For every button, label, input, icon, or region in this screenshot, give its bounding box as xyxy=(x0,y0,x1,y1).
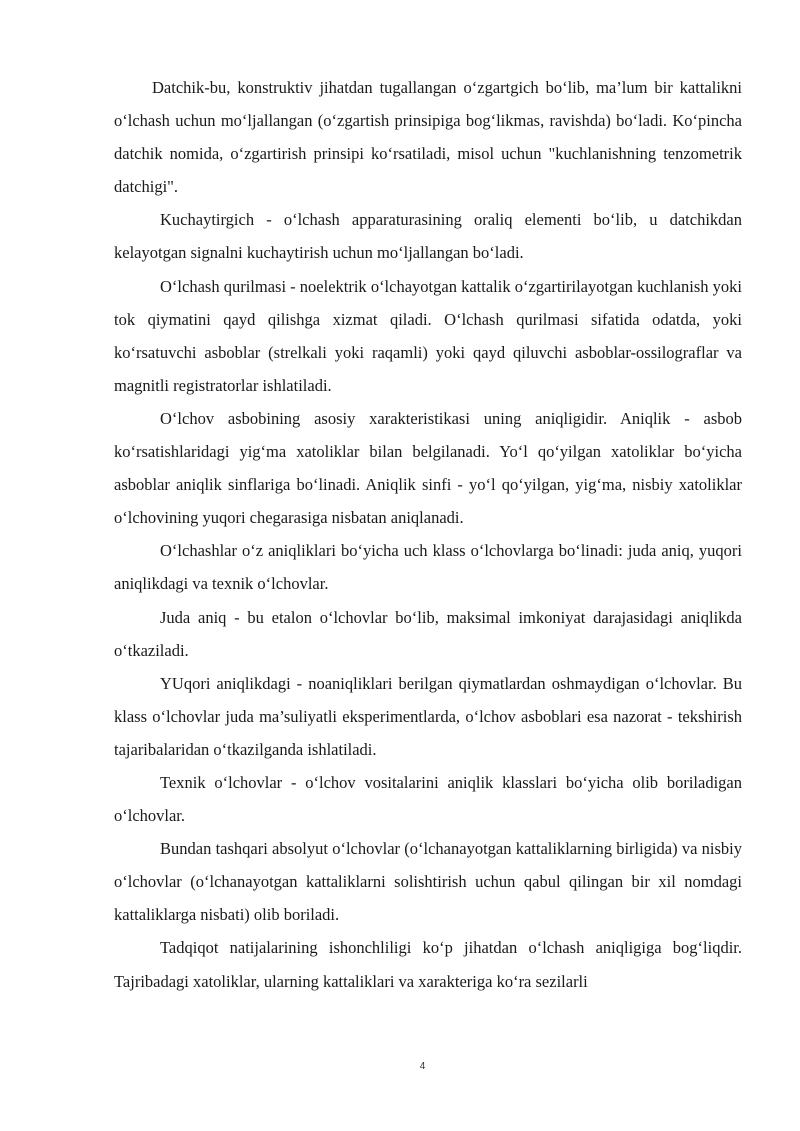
page-number: 4 xyxy=(419,1061,426,1072)
paragraph-uch-klass: O‘lchashlar o‘z aniqliklari bo‘yicha uch klass o‘lchovlarga bo‘linadi: juda aniq, yuqori aniqlikdagi va texnik o‘lchovlar. xyxy=(114,541,742,594)
document-body xyxy=(114,71,742,998)
paragraph-olchash-qurilmasi: O‘lchash qurilmasi - noelektrik o‘lchayotgan kattalik o‘zgartirilayotgan kuchlanish yoki tok qiymatini qayd qilishga xizmat qiladi. O‘lchash qurilmasi sifatida odatda, yoki ko‘rsatuvchi asboblar (strelkali yoki raqamli) yoki qayd qiluvchi asboblar-ossilograflar va magnitli registratorlar ishlatiladi. xyxy=(114,276,742,395)
paragraph-absolyut-nisbiy: Bundan tashqari absolyut o‘lchovlar (o‘lchanayotgan kattaliklarning birligida) va nisbiy o‘lchovlar (o‘lchanayotgan kattaliklarni solishtirish uchun qabul qilingan bir xil nomdagi kattaliklarga nisbati) olib boriladi. xyxy=(114,839,742,925)
paragraph-datchik: Datchik-bu, konstruktiv jihatdan tugallangan o‘zgartgich bo‘lib, ma’lum bir kattalikni o‘lchash uchun mo‘ljallangan (o‘zgartish prinsipiga bog‘likmas, ravishda) bo‘ladi. Ko‘pincha datchik nomida, o‘zgartirish prinsipi ko‘rsatiladi, misol uchun "kuchlanishning tenzometrik datchigi". xyxy=(114,78,742,197)
paragraph-juda-aniq: Juda aniq - bu etalon o‘lchovlar bo‘lib, maksimal imkoniyat darajasidagi aniqlikda o‘tkaziladi. xyxy=(114,607,742,660)
paragraph-aniqlik: O‘lchov asbobining asosiy xarakteristikasi uning aniqligidir. Aniqlik - asbob ko‘rsatishlaridagi yig‘ma xatoliklar bilan belgilanadi. Yo‘l qo‘yilgan xatoliklar bo‘yicha asboblar aniqlik sinflariga bo‘linadi. Aniqlik sinfi - yo‘l qo‘yilgan, yig‘ma, nisbiy xatoliklar o‘lchovining yuqori chegarasiga nisbatan aniqlanadi. xyxy=(114,408,742,528)
paragraph-kuchaytirgich: Kuchaytirgich - o‘lchash apparaturasining oraliq elementi bo‘lib, u datchikdan kelayotgan signalni kuchaytirish uchun mo‘ljallangan bo‘ladi. xyxy=(114,210,742,263)
paragraph-yuqori-aniqlik: YUqori aniqlikdagi - noaniqliklari berilgan qiymatlardan oshmaydigan o‘lchovlar. Bu klass o‘lchovlar juda ma’suliyatli eksperimentlarda, o‘lchov asboblari esa nazorat - tekshirish tajaribalaridan o‘tkazilganda ishlatiladi. xyxy=(114,673,742,759)
paragraph-tadqiqot: Tadqiqot natijalarining ishonchliligi ko‘p jihatdan o‘lchash aniqligiga bog‘liqdir. Tajribadagi xatoliklar, ularning kattaliklari va xarakteriga ko‘ra sezilarli xyxy=(114,938,742,991)
paragraph-texnik: Texnik o‘lchovlar - o‘lchov vositalarini aniqlik klasslari bo‘yicha olib boriladigan o‘lchovlar. xyxy=(114,772,742,826)
